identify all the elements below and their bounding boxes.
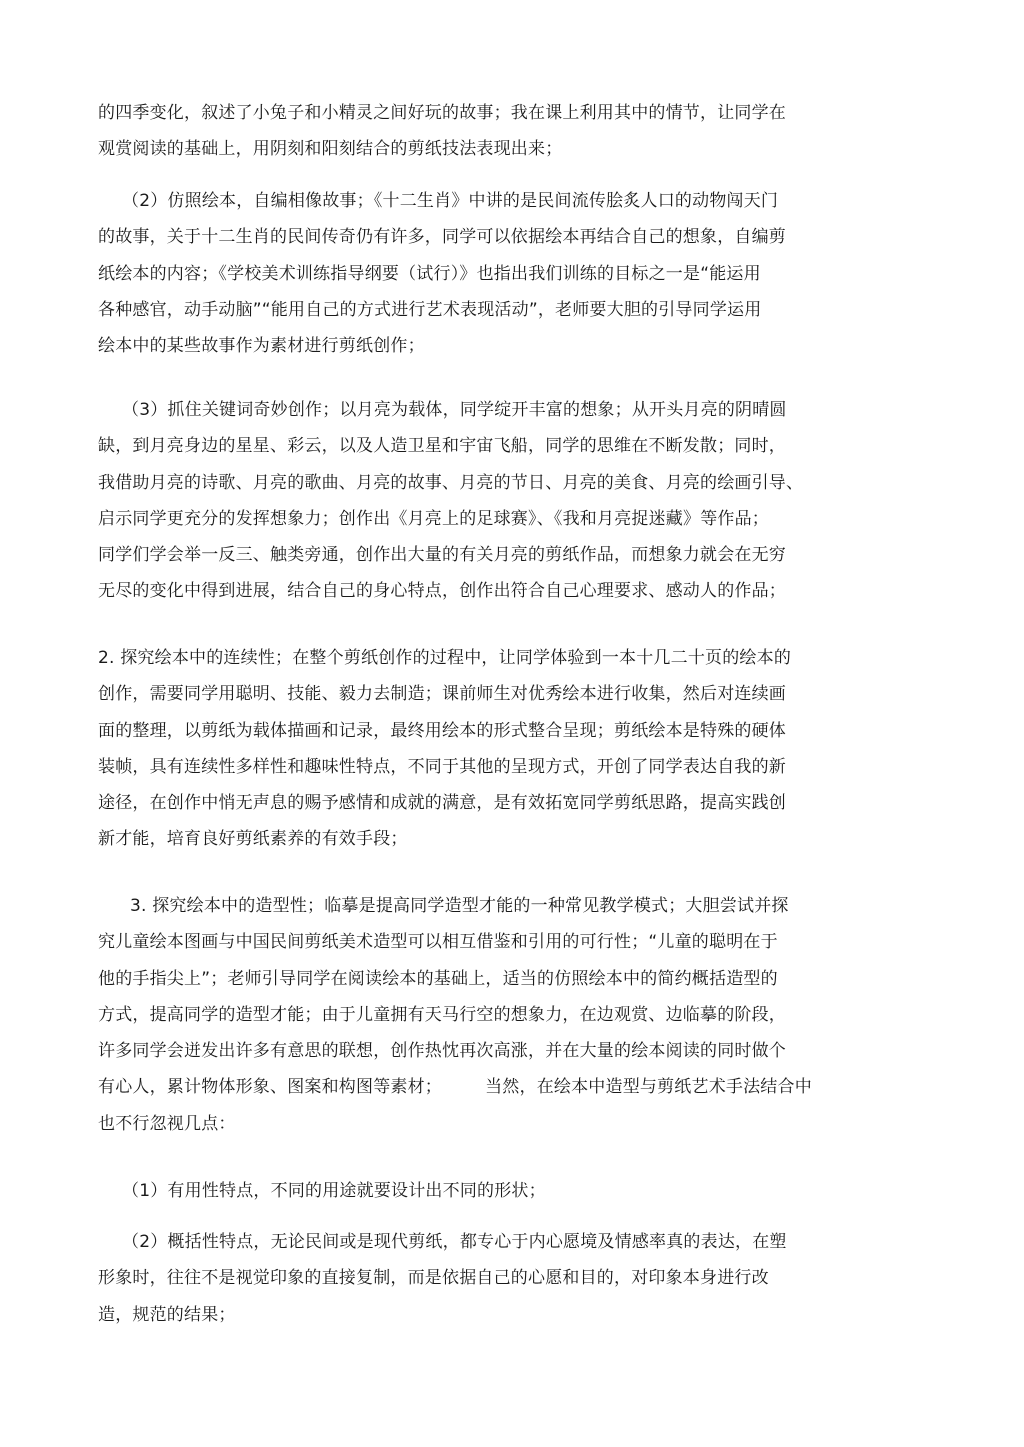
text-line: 观赏阅读的基础上，用阴刻和阳刻结合的剪纸技法表现出来；: [98, 139, 563, 160]
text-line: 方式，提高同学的造型才能；由于儿童拥有天马行空的想象力，在边观赏、边临摹的阶段，: [98, 1004, 786, 1025]
paragraph-feature-2: [98, 1224, 922, 1333]
text-line: 绘本中的某些故事作为素材进行剪纸创作；: [98, 336, 425, 357]
text-line: 他的手指尖上”；老师引导同学在阅读绘本的基础上，适当的仿照绘本中的简约概括造型的: [98, 968, 778, 989]
text-line: 纸绘本的内容；《学校美术训练指导纲要（试行）》也指出我们训练的目标之一是“能运用: [98, 263, 761, 284]
text-line: 我借助月亮的诗歌、月亮的歌曲、月亮的故事、月亮的节日、月亮的美食、月亮的绘画引导、: [98, 472, 804, 493]
text-line: （3）抓住关键词奇妙创作；以月亮为载体，同学绽开丰富的想象；从开头月亮的阴晴圆: [122, 400, 787, 420]
paragraph-continuation: [98, 95, 898, 168]
paragraph-section-2: [98, 640, 898, 858]
text-line: 途径，在创作中悄无声息的赐予感情和成就的满意，是有效拓宽同学剪纸思路，提高实践创: [98, 793, 786, 814]
text-line: 3. 探究绘本中的造型性；临摹是提高同学造型才能的一种常见教学模式；大胆尝试并探: [130, 896, 789, 916]
text-line: 也不行忽视几点：: [98, 1113, 236, 1134]
text-line: 形象时，往往不是视觉印象的直接复制，而是依据自己的心愿和目的，对印象本身进行改: [98, 1268, 769, 1289]
text-line: 究儿童绘本图画与中国民间剪纸美术造型可以相互借鉴和引用的可行性；“儿童的聪明在于: [98, 932, 778, 953]
paragraph-feature-1: [122, 1173, 922, 1209]
text-line: （2）概括性特点，无论民间或是现代剪纸，都专心于内心愿境及情感率真的表达，在塑: [122, 1232, 787, 1252]
text-line: 同学们学会举一反三、触类旁通，创作出大量的有关月亮的剪纸作品，而想象力就会在无穷: [98, 545, 786, 566]
text-line: 许多同学会迸发出许多有意思的联想，创作热忱再次高涨，并在大量的绘本阅读的同时做个: [98, 1041, 786, 1062]
text-line: 的故事，关于十二生肖的民间传奇仍有许多，同学可以依据绘本再结合自己的想象，自编剪: [98, 227, 786, 248]
text-line: 面的整理，以剪纸为载体描画和记录，最终用绘本的形式整合呈现；剪纸绘本是特殊的硬体: [98, 720, 786, 741]
text-line: 的四季变化，叙述了小兔子和小精灵之间好玩的故事；我在课上利用其中的情节，让同学在: [98, 103, 786, 123]
text-line: 2. 探究绘本中的连续性；在整个剪纸创作的过程中，让同学体验到一本十几二十页的绘本的: [98, 648, 792, 668]
paragraph-item-3: [98, 392, 922, 610]
text-line: 新才能，培育良好剪纸素养的有效手段；: [98, 829, 408, 850]
paragraph-section-3: [98, 888, 930, 1142]
text-line: 装帧，具有连续性多样性和趣味性特点，不同于其他的呈现方式，开创了同学表达自我的新: [98, 756, 786, 777]
text-line: （1）有用性特点，不同的用途就要设计出不同的形状；: [122, 1181, 546, 1201]
text-line: 各种感官，动手动脑”“能用自己的方式进行艺术表现活动”，老师要大胆的引导同学运用: [98, 299, 762, 320]
text-line: （2）仿照绘本，自编相像故事；《十二生肖》中讲的是民间流传脍炙人口的动物闯天门: [122, 191, 779, 211]
text-line: 启示同学更充分的发挥想象力；创作出《月亮上的足球赛》、《我和月亮捉迷藏》等作品；: [98, 508, 769, 529]
text-line: 造，规范的结果；: [98, 1304, 236, 1325]
text-line: 有心人，累计物体形象、图案和构图等素材； 当然，在绘本中造型与剪纸艺术手法结合中: [98, 1077, 812, 1098]
text-line: 缺，到月亮身边的星星、彩云，以及人造卫星和宇宙飞船，同学的思维在不断发散；同时，: [98, 436, 786, 457]
text-line: 创作，需要同学用聪明、技能、毅力去制造；课前师生对优秀绘本进行收集，然后对连续画: [98, 684, 786, 705]
paragraph-item-2: [98, 183, 922, 364]
text-line: 无尽的变化中得到进展，结合自己的身心特点，创作出符合自己心理要求、感动人的作品；: [98, 581, 786, 602]
